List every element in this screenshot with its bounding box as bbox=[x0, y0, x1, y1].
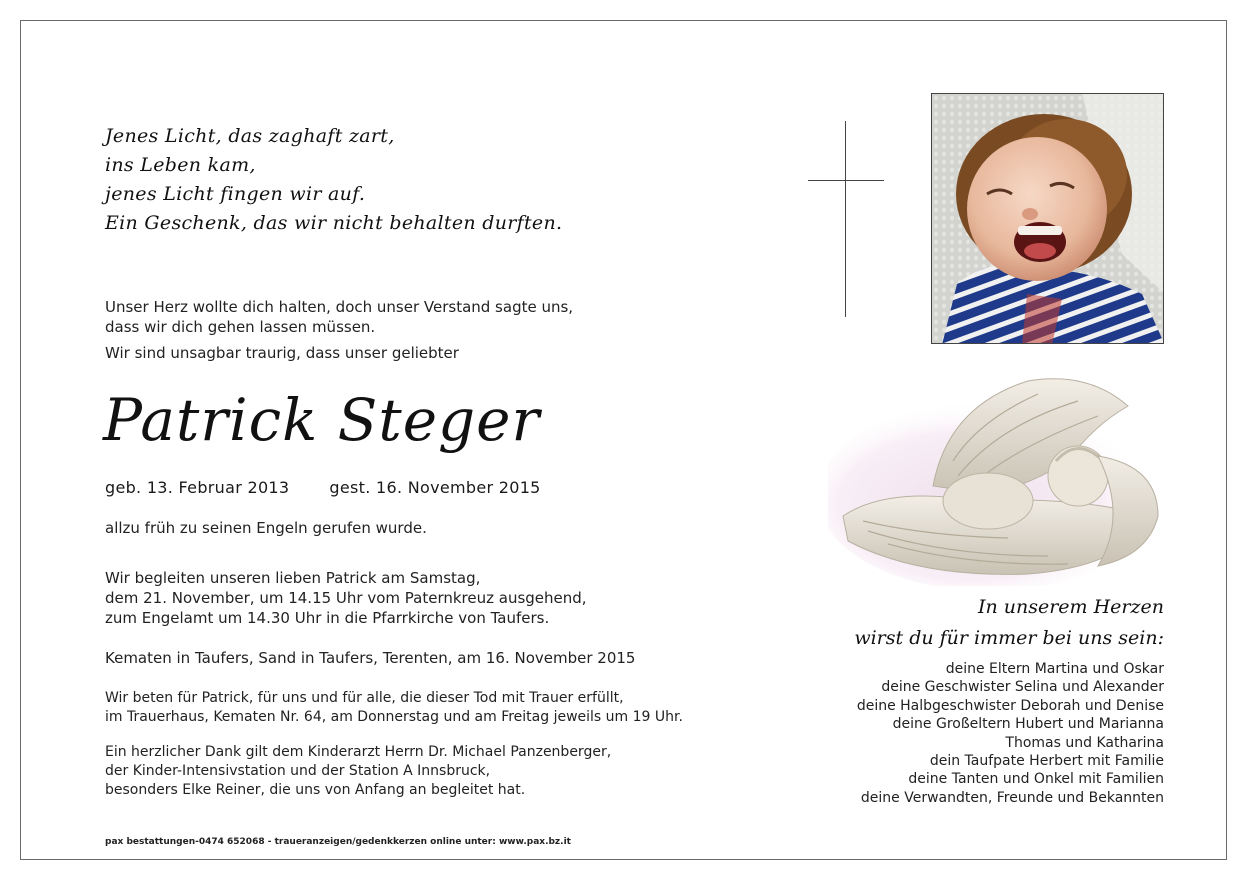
called-line: allzu früh zu seinen Engeln gerufen wurde. bbox=[105, 519, 427, 537]
mourners-list bbox=[857, 660, 1164, 807]
heart-line-1: In unserem Herzen bbox=[977, 596, 1164, 618]
mourner-entry: deine Eltern Martina und Oskar bbox=[945, 661, 1164, 677]
deceased-name: Patrick Steger bbox=[103, 386, 541, 454]
child-portrait-image bbox=[932, 94, 1164, 344]
poem bbox=[105, 122, 562, 238]
mourner-entry: deine Tanten und Onkel mit Familien bbox=[908, 771, 1164, 788]
mourner-entry: deine Halbgeschwister Deborah und Denise bbox=[856, 697, 1164, 714]
mourner-entry: dein Taufpate Herbert mit Familie bbox=[929, 753, 1164, 770]
cross-icon bbox=[845, 121, 846, 317]
footer-credit: pax bestattungen-0474 652068 - traueranzeigen/gedenkkerzen online unter: www.pax.bz.it bbox=[105, 837, 571, 847]
cross-icon-bar bbox=[808, 180, 884, 181]
intro-text bbox=[105, 297, 573, 363]
thanks-line: besonders Elke Reiner, die uns von Anfang an begleitet hat. bbox=[105, 782, 526, 798]
life-dates bbox=[105, 478, 541, 497]
prayer-text bbox=[105, 689, 683, 727]
poem-line: ins Leben kam, bbox=[105, 154, 256, 176]
angel-figurine-image bbox=[828, 366, 1168, 586]
prayer-line: Wir beten für Patrick, für uns und für alle, die dieser Tod mit Trauer erfüllt, bbox=[105, 690, 624, 706]
deceased-photo bbox=[931, 93, 1164, 344]
funeral-line: zum Engelamt um 14.30 Uhr in die Pfarrkirche von Taufers. bbox=[105, 609, 550, 627]
funeral-line: Wir begleiten unseren lieben Patrick am Samstag, bbox=[105, 569, 481, 587]
birth-date: geb. 13. Februar 2013 bbox=[105, 478, 290, 497]
intro-line: dass wir dich gehen lassen müssen. bbox=[105, 318, 376, 336]
heart-line-2: wirst du für immer bei uns sein: bbox=[854, 627, 1164, 649]
mourner-entry: deine Verwandten, Freunde und Bekannten bbox=[860, 789, 1164, 806]
place-date: Kematen in Taufers, Sand in Taufers, Terenten, am 16. November 2015 bbox=[105, 649, 636, 667]
intro-line: Wir sind unsagbar traurig, dass unser geliebter bbox=[105, 344, 459, 362]
funeral-text bbox=[105, 568, 587, 628]
intro-line: Unser Herz wollte dich halten, doch unser Verstand sagte uns, bbox=[105, 298, 574, 316]
funeral-line: dem 21. November, um 14.15 Uhr vom Paternkreuz ausgehend, bbox=[105, 589, 587, 607]
thanks-text bbox=[105, 743, 611, 800]
thanks-line: Ein herzlicher Dank gilt dem Kinderarzt Herrn Dr. Michael Panzenberger, bbox=[105, 744, 612, 760]
mourner-entry: deine Großeltern Hubert und Marianna bbox=[892, 716, 1164, 733]
death-date: gest. 16. November 2015 bbox=[329, 478, 541, 497]
thanks-line: der Kinder-Intensivstation und der Station A Innsbruck, bbox=[105, 763, 491, 779]
prayer-line: im Trauerhaus, Kematen Nr. 64, am Donnerstag und am Freitag jeweils um 19 Uhr. bbox=[105, 709, 683, 725]
mourner-entry: deine Geschwister Selina und Alexander bbox=[881, 679, 1164, 696]
poem-line: Ein Geschenk, das wir nicht behalten durften. bbox=[105, 212, 563, 234]
poem-line: jenes Licht fingen wir auf. bbox=[105, 183, 366, 205]
poem-line: Jenes Licht, das zaghaft zart, bbox=[105, 125, 395, 147]
mourner-entry: Thomas und Katharina bbox=[1005, 734, 1164, 751]
